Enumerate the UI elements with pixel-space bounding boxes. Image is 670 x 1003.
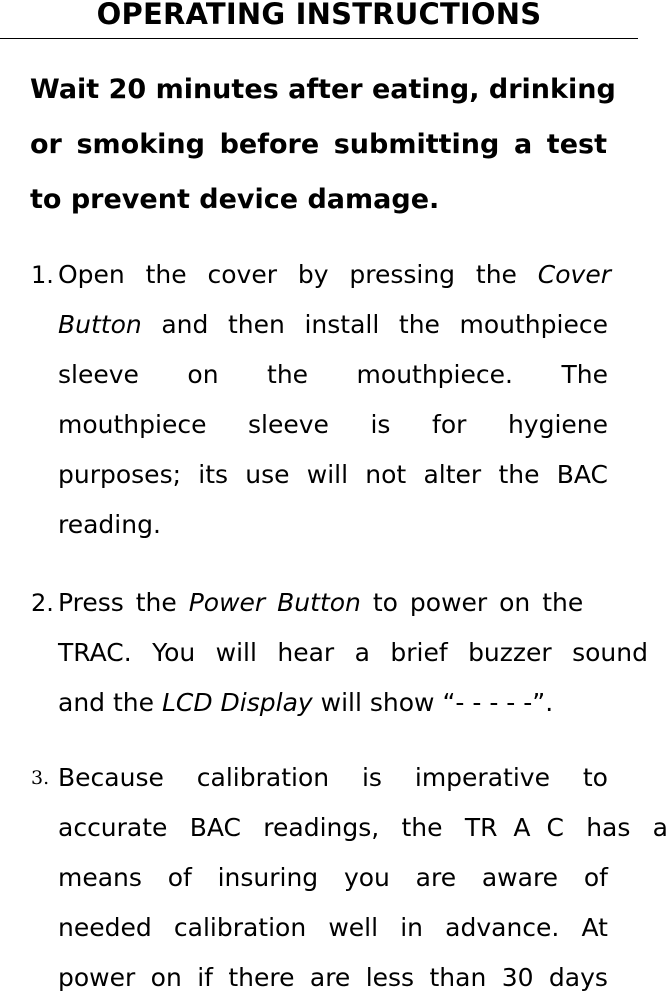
- step-line: [58, 953, 608, 1003]
- word: brief: [390, 638, 448, 667]
- word: purposes;: [58, 460, 182, 489]
- word: will: [215, 638, 257, 667]
- word: calibration: [173, 913, 307, 942]
- text-emphasis: Power Button: [188, 588, 361, 617]
- word: the: [398, 310, 440, 339]
- word: of: [583, 863, 608, 892]
- word: a: [354, 638, 370, 667]
- warning-line: to prevent device damage.: [30, 184, 440, 215]
- word: are: [415, 863, 457, 892]
- step-line: [58, 350, 608, 400]
- word: Because: [58, 763, 164, 792]
- word: install: [304, 310, 380, 339]
- word: and: [161, 310, 209, 339]
- word: before: [219, 129, 320, 160]
- word: aware: [481, 863, 559, 892]
- word: smoking: [76, 129, 205, 160]
- word: the: [498, 460, 540, 489]
- word: sleeve: [58, 360, 139, 389]
- step-3: [0, 753, 670, 997]
- word: advance.: [445, 913, 560, 942]
- word: pressing: [349, 260, 456, 289]
- word: the: [267, 360, 309, 389]
- word: is: [361, 763, 382, 792]
- word: of: [167, 863, 192, 892]
- word: for: [432, 410, 467, 439]
- word: needed: [58, 913, 152, 942]
- word: mouthpiece.: [356, 360, 513, 389]
- step-number: 3.: [31, 767, 50, 789]
- word: on: [150, 963, 182, 992]
- word: mouthpiece: [459, 310, 608, 339]
- word: there: [228, 963, 295, 992]
- text-emphasis: LCD Display: [161, 688, 313, 717]
- step-line: [58, 803, 668, 853]
- word: alter: [423, 460, 482, 489]
- step-line: [58, 300, 608, 350]
- step-line: [58, 903, 608, 953]
- word: Open: [58, 260, 125, 289]
- word: sound: [572, 638, 648, 667]
- word: Button: [58, 310, 142, 339]
- word: readings,: [263, 813, 380, 842]
- word: The: [561, 360, 608, 389]
- word: to: [582, 763, 608, 792]
- word: its: [198, 460, 229, 489]
- step-line: [58, 400, 608, 450]
- word: TR A C: [464, 813, 564, 842]
- word: the: [475, 260, 517, 289]
- word: the: [145, 260, 187, 289]
- word: 30: [501, 963, 534, 992]
- word: well: [328, 913, 379, 942]
- word: if: [197, 963, 213, 992]
- word: insuring: [217, 863, 319, 892]
- word: hear: [277, 638, 335, 667]
- word: Cover: [537, 260, 611, 289]
- text: to power on the: [372, 588, 584, 617]
- word: on: [187, 360, 219, 389]
- text: Press the: [58, 588, 177, 617]
- word: the: [401, 813, 443, 842]
- warning-line: Wait 20 minutes after eating, drinking: [30, 74, 616, 105]
- text: will show “- - - - -”.: [320, 688, 554, 717]
- word: BAC: [189, 813, 241, 842]
- page-title: OPERATING INSTRUCTIONS: [96, 0, 542, 31]
- word: a: [513, 129, 533, 160]
- word: cover: [207, 260, 277, 289]
- word: not: [365, 460, 407, 489]
- word: At: [581, 913, 608, 942]
- text: and the: [58, 688, 155, 717]
- word: buzzer: [468, 638, 552, 667]
- word: means: [58, 863, 142, 892]
- word: are: [309, 963, 351, 992]
- step-number: 1.: [31, 261, 54, 289]
- word: in: [400, 913, 423, 942]
- word: mouthpiece: [58, 410, 207, 439]
- word: then: [227, 310, 285, 339]
- step-line: [58, 678, 553, 728]
- word: BAC: [556, 460, 608, 489]
- title-rule: [0, 38, 638, 39]
- step-number: 2.: [31, 589, 54, 617]
- word: hygiene: [507, 410, 608, 439]
- step-line: [58, 578, 583, 628]
- word: is: [370, 410, 391, 439]
- word: test: [546, 129, 607, 160]
- warning-text: [30, 62, 616, 227]
- step-line: [58, 753, 608, 803]
- step-line: [58, 250, 611, 300]
- word: less: [365, 963, 415, 992]
- step-line: [58, 450, 608, 500]
- word: TRAC.: [58, 638, 132, 667]
- word: sleeve: [248, 410, 329, 439]
- word: you: [343, 863, 390, 892]
- word: by: [297, 260, 329, 289]
- word: power: [58, 963, 136, 992]
- word: reading.: [58, 510, 161, 539]
- word: will: [306, 460, 349, 489]
- word: calibration: [196, 763, 330, 792]
- warning-line: [30, 117, 607, 172]
- word: than: [429, 963, 487, 992]
- step-2: [0, 578, 670, 728]
- word: use: [245, 460, 290, 489]
- word: You: [152, 638, 196, 667]
- step-line: [58, 628, 648, 678]
- step-1: [0, 250, 670, 550]
- word: imperative: [414, 763, 550, 792]
- word: accurate: [58, 813, 168, 842]
- word: has: [586, 813, 631, 842]
- step-line: [58, 500, 161, 550]
- word: days: [548, 963, 608, 992]
- word: a: [652, 813, 668, 842]
- word: submitting: [333, 129, 500, 160]
- word: or: [30, 129, 62, 160]
- step-line: [58, 853, 608, 903]
